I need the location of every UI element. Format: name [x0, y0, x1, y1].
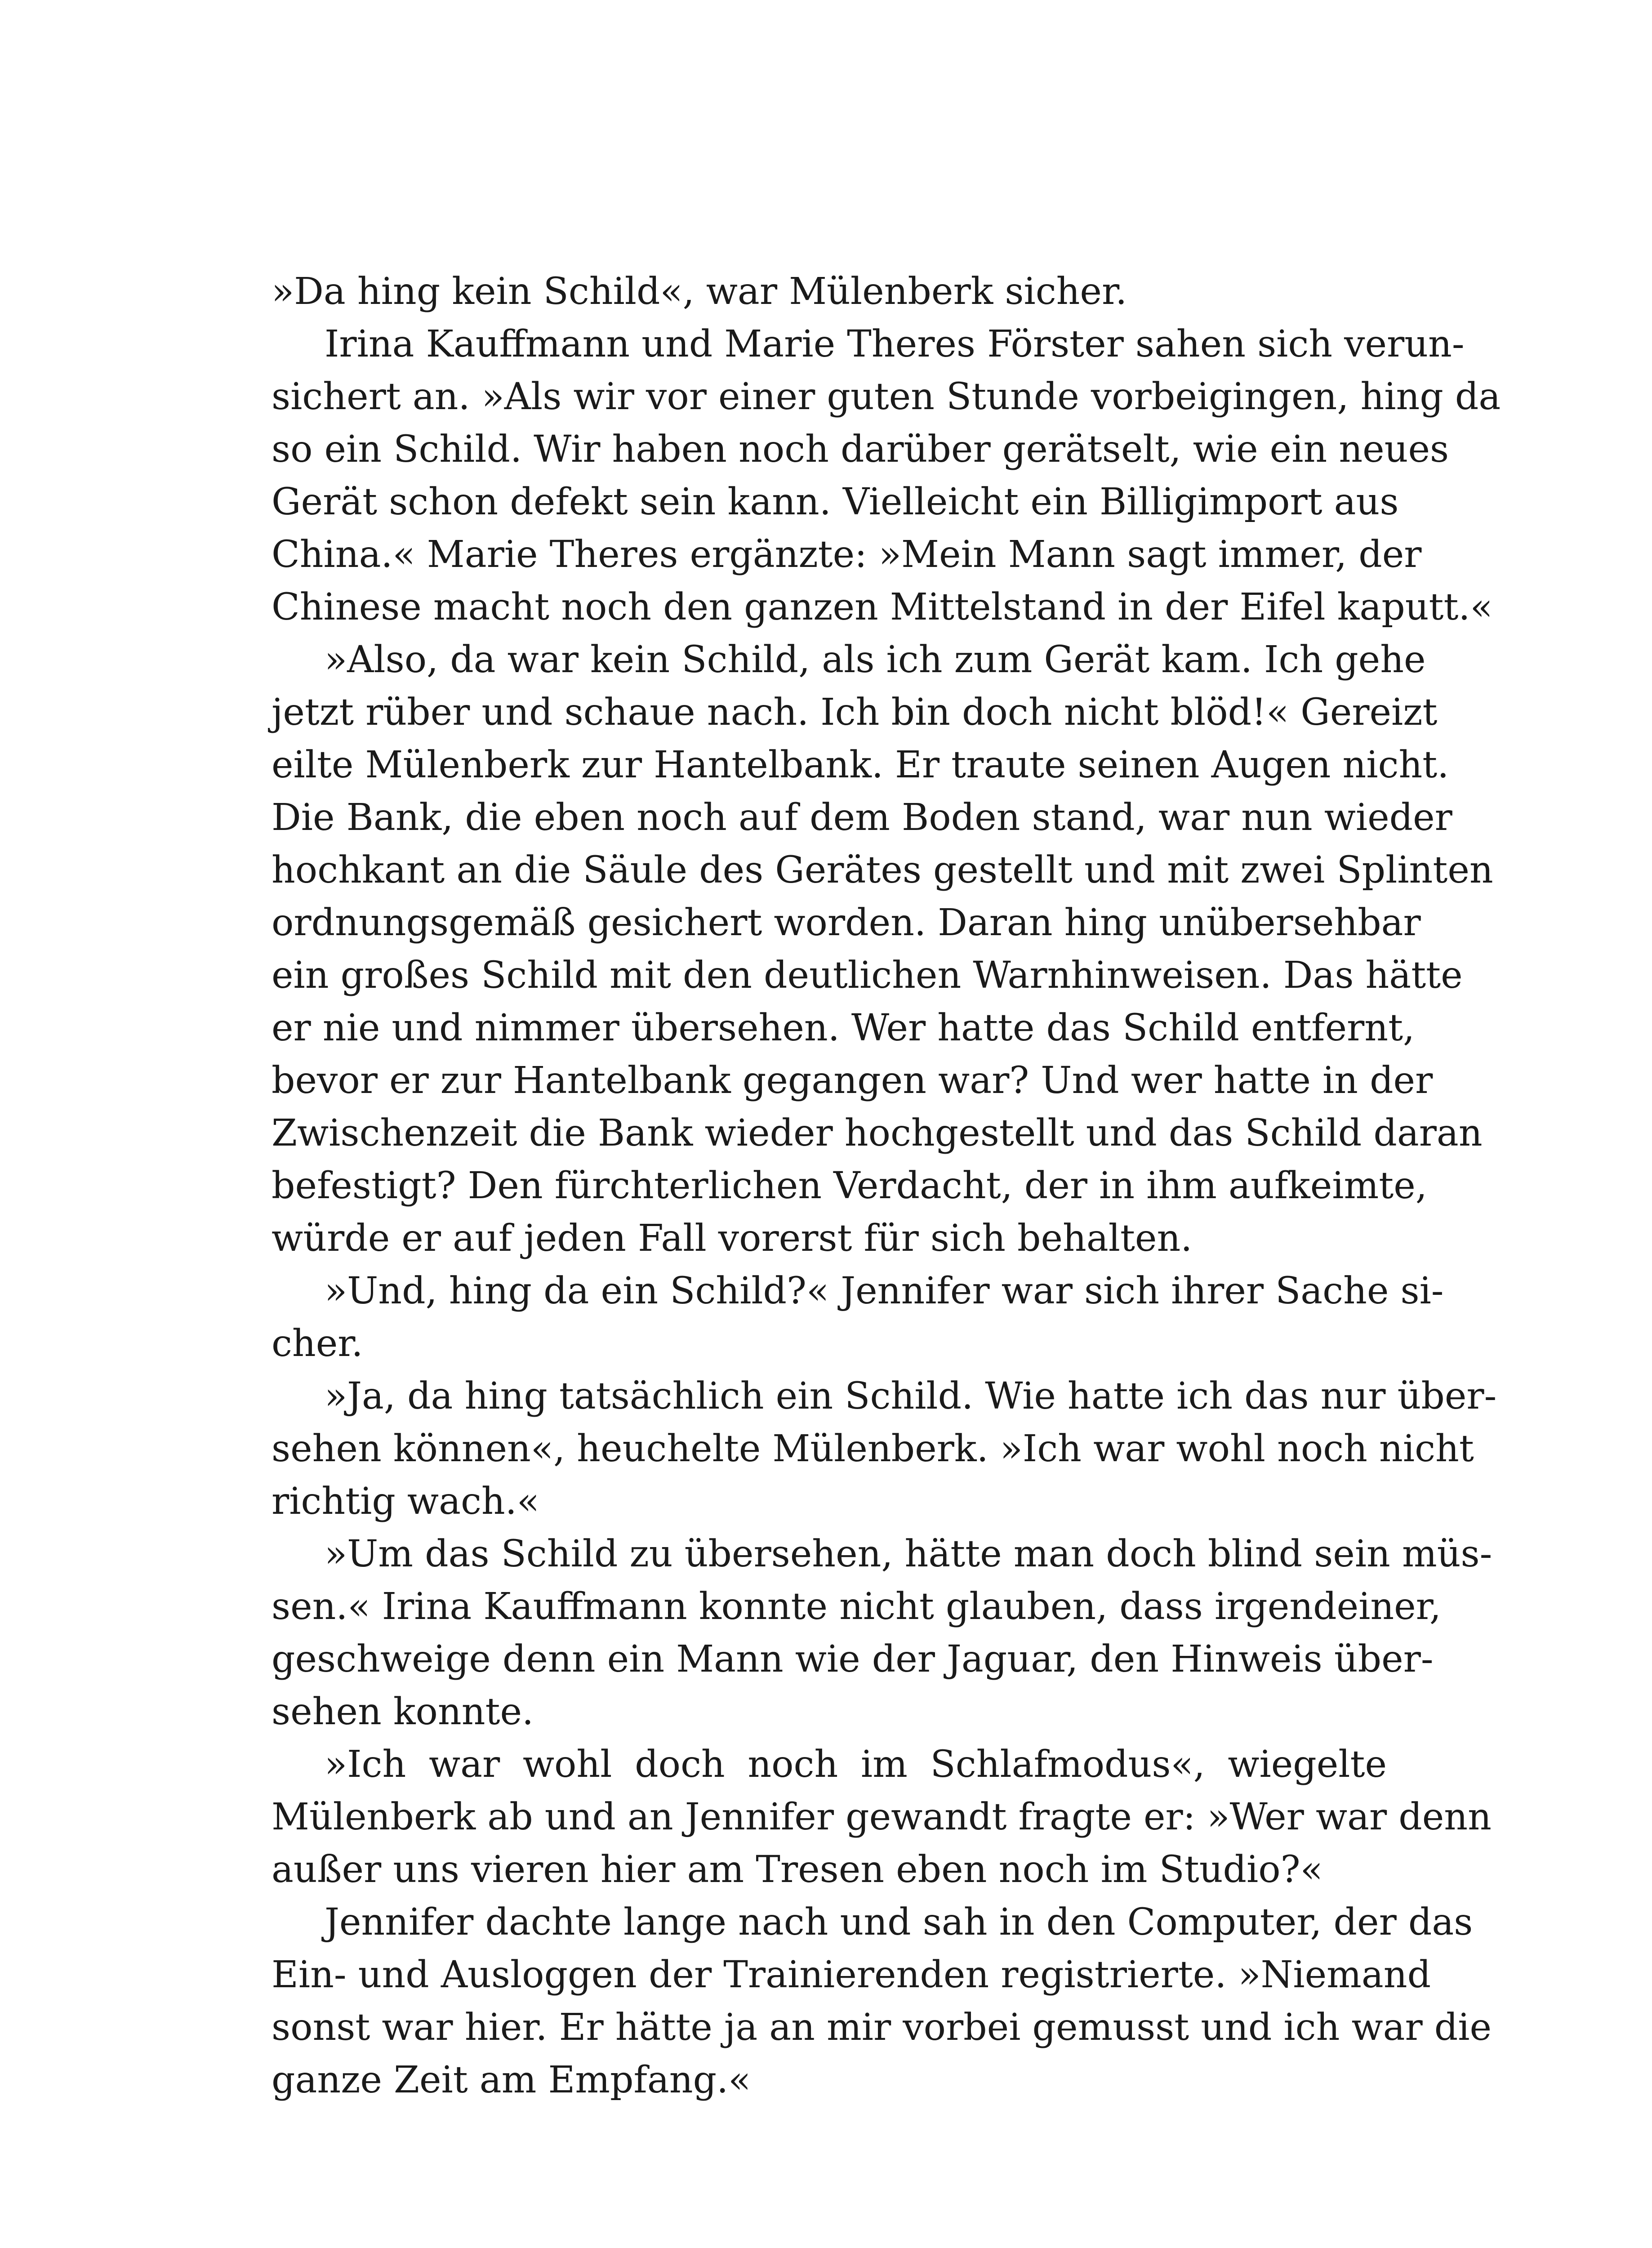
- text-line: ordnungsgemäß gesichert worden. Daran hing unübersehbar: [272, 901, 1421, 944]
- text-line: Jennifer dachte lange nach und sah in den Computer, der das: [325, 1901, 1473, 1944]
- text-line: cher.: [272, 1322, 363, 1365]
- text-line: befestigt? Den fürchterlichen Verdacht, der in ihm aufkeimte,: [272, 1164, 1427, 1207]
- text-line: geschweige denn ein Mann wie der Jaguar, den Hinweis über-: [272, 1638, 1434, 1681]
- text-line: »Und, hing da ein Schild?« Jennifer war sich ihrer Sache si-: [325, 1270, 1444, 1312]
- text-line: Ein- und Ausloggen der Trainierenden registrierte. »Niemand: [272, 1954, 1431, 1996]
- text-line: »Also, da war kein Schild, als ich zum Gerät kam. Ich gehe: [325, 638, 1426, 681]
- text-line: »Um das Schild zu übersehen, hätte man doch blind sein müs-: [325, 1533, 1492, 1575]
- body-text: [272, 265, 1501, 2106]
- text-line: sichert an. »Als wir vor einer guten Stunde vorbeigingen, hing da: [272, 375, 1501, 418]
- paragraph: [272, 318, 1501, 633]
- paragraph: [272, 1265, 1444, 1370]
- text-line: eilte Mülenberk zur Hantelbank. Er traute seinen Augen nicht.: [272, 744, 1449, 786]
- text-line: Zwischenzeit die Bank wieder hochgestellt und das Schild daran: [272, 1112, 1483, 1155]
- text-line: bevor er zur Hantelbank gegangen war? Und wer hatte in der: [272, 1059, 1433, 1102]
- text-line: Chinese macht noch den ganzen Mittelstand in der Eifel kaputt.«: [272, 586, 1493, 629]
- text-line: Irina Kauffmann und Marie Theres Förster sahen sich verun-: [325, 323, 1465, 366]
- paragraph: [272, 1528, 1492, 1738]
- text-line: außer uns vieren hier am Tresen eben noch im Studio?«: [272, 1848, 1323, 1891]
- paragraph: [272, 633, 1493, 1265]
- text-line: sehen können«, heuchelte Mülenberk. »Ich war wohl noch nicht: [272, 1427, 1474, 1470]
- paragraph: [272, 265, 1387, 318]
- text-line: jetzt rüber und schaue nach. Ich bin doch nicht blöd!« Gereizt: [272, 691, 1438, 734]
- text-line: so ein Schild. Wir haben noch darüber gerätselt, wie ein neues: [272, 428, 1449, 471]
- text-line: »Ich war wohl doch noch im Schlafmodus«, wiegelte: [325, 1743, 1387, 1786]
- text-line: ein großes Schild mit den deutlichen Warnhinweisen. Das hätte: [272, 954, 1463, 997]
- paragraph: [272, 1738, 1492, 1896]
- text-line: sen.« Irina Kauffmann konnte nicht glauben, dass irgendeiner,: [272, 1585, 1441, 1628]
- text-line: würde er auf jeden Fall vorerst für sich behalten.: [272, 1217, 1193, 1260]
- text-line: er nie und nimmer übersehen. Wer hatte das Schild entfernt,: [272, 1007, 1415, 1049]
- text-line: Gerät schon defekt sein kann. Vielleicht ein Billigimport aus: [272, 481, 1399, 523]
- text-line: China.« Marie Theres ergänzte: »Mein Mann sagt immer, der: [272, 533, 1422, 576]
- text-line: »Ja, da hing tatsächlich ein Schild. Wie hatte ich das nur über-: [325, 1375, 1497, 1418]
- text-line: richtig wach.«: [272, 1480, 539, 1523]
- text-line: ganze Zeit am Empfang.«: [272, 2059, 751, 2101]
- text-line: sehen konnte.: [272, 1690, 534, 1733]
- text-line: sonst war hier. Er hätte ja an mir vorbei gemusst und ich war die: [272, 2006, 1492, 2049]
- paragraph: [272, 1896, 1492, 2106]
- text-line: »Da hing kein Schild«, war Mülenberk sicher.: [272, 270, 1127, 313]
- text-line: Die Bank, die eben noch auf dem Boden stand, war nun wieder: [272, 796, 1452, 839]
- text-line: hochkant an die Säule des Gerätes gestellt und mit zwei Splinten: [272, 849, 1493, 892]
- text-line: Mülenberk ab und an Jennifer gewandt fragte er: »Wer war denn: [272, 1796, 1492, 1838]
- paragraph: [272, 1370, 1497, 1528]
